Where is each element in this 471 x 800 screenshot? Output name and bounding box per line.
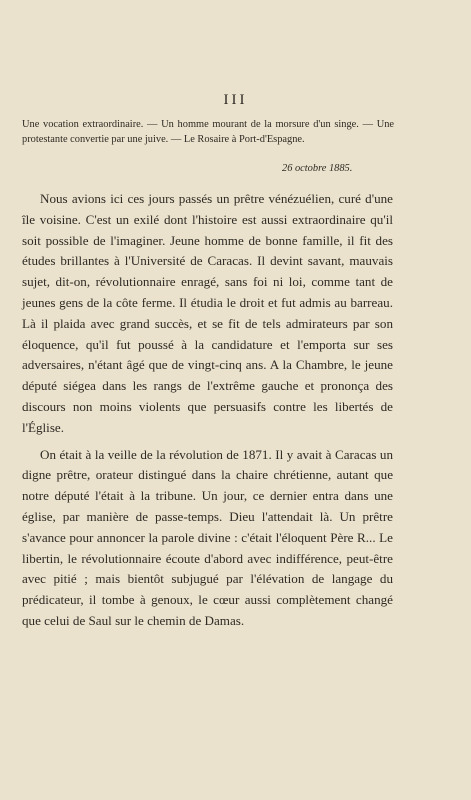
body-text — [22, 189, 393, 632]
chapter-summary — [22, 117, 394, 147]
chapter-number: III — [223, 92, 248, 108]
chapter-date: 26 octobre 1885. — [282, 163, 353, 174]
paragraph-2: On était à la veille de la révolution de 1871. Il y avait à Caracas un digne prêtre, orateur distingué dans la chaire chrétienne, autant que notre député l'était à la tribune. Un jour, ce dernier entra dans une église, par manière de passe-temps. Dieu l'attendait là. Un prêtre s'avance pour annoncer la parole divine : c'était l'éloquent Père R... Le libertin, le révolutionnaire écoute d'abord avec indifférence, peut-être avec pitié ; mais bientôt subjugué par l'élévation de langage du prédicateur, il tombe à genoux, le cœur aussi complètement changé que celui de Saul sur le chemin de Damas. — [22, 446, 393, 628]
paragraph-1: Nous avions ici ces jours passés un prêtre vénézuélien, curé d'une île voisine. C'est un exilé dont l'histoire est aussi extraordinaire qu'il soit possible de l'imaginer. Jeune homme de bonne famille, il fit des études brillantes à l'Université de Caracas. Il devint savant, mauvais sujet, dit-on, révolutionnaire enragé, sans foi ni loi, comme tant de jeunes gens de la côte ferme. Il étudia le droit et fut admis au barreau. Là il plaida avec grand succès, et se fit de tels admirateurs par son éloquence, qu'il fut poussé à la candidature et l'emporta sur ses adversaires, n'étant âgé que de vingt-cinq ans. A la Chambre, le jeune député siégea dans les rangs de l'extrême gauche et prononça des discours non moins violents que persuasifs contre les libertés de l'Église. — [22, 191, 393, 435]
chapter-summary-text: Une vocation extraordinaire. — Un homme mourant de la morsure d'un singe. — Une protestante convertie par une juive. — Le Rosaire à Port-d'Espagne. — [22, 119, 394, 145]
